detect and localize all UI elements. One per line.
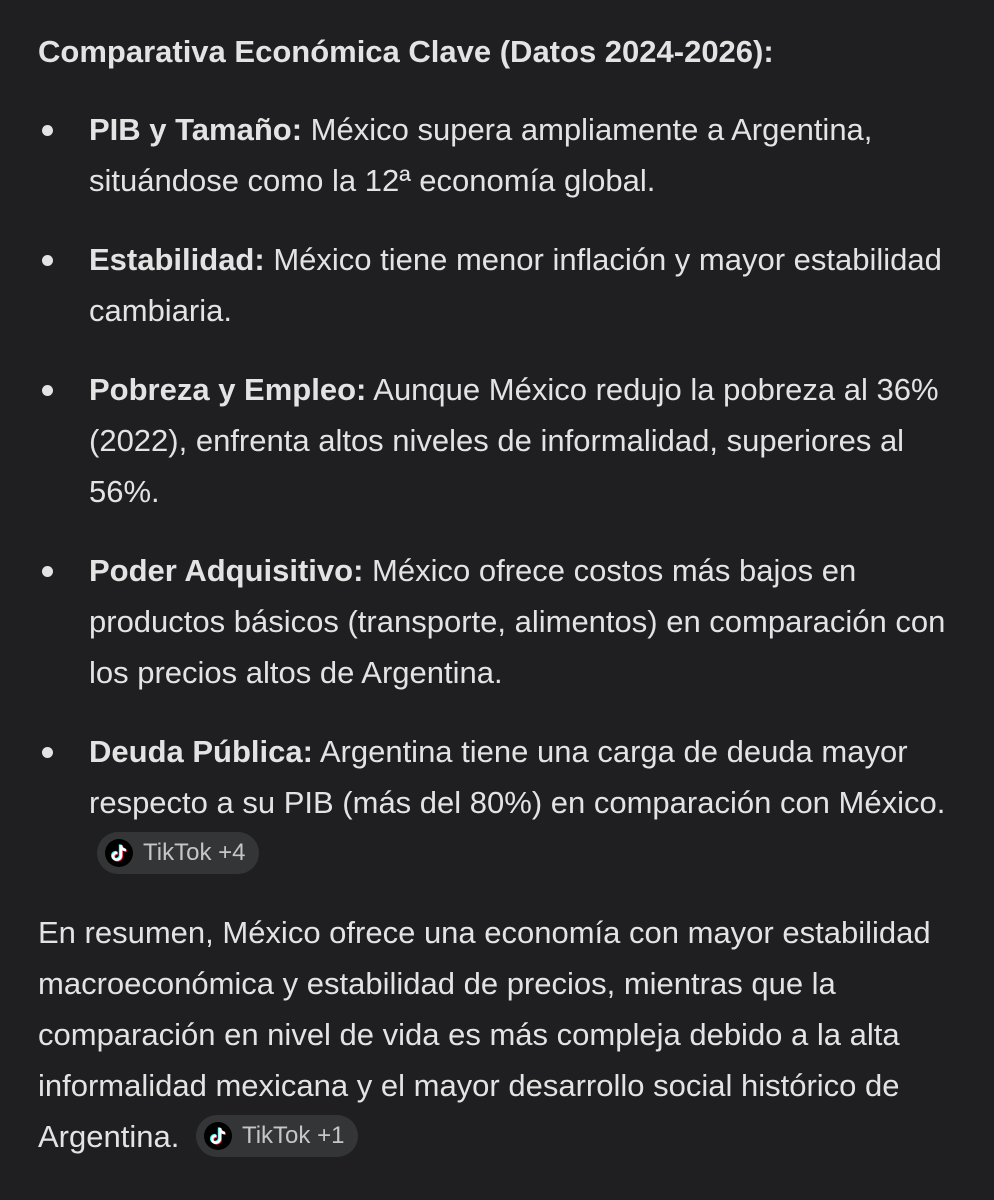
tiktok-logo-icon bbox=[204, 1122, 232, 1150]
bullet-text: México tiene menor inflación y mayor estabilidad cambiaria. bbox=[89, 242, 942, 328]
bullet-item-pib bbox=[38, 104, 954, 206]
bullet-dot bbox=[42, 566, 53, 577]
source-chip-label: TikTok +1 bbox=[241, 1121, 345, 1149]
bullet-dot bbox=[42, 385, 53, 396]
source-chip-button[interactable] bbox=[196, 1115, 358, 1157]
bullet-item-deuda bbox=[38, 726, 954, 879]
bullet-title: Poder Adquisitivo: bbox=[89, 553, 364, 588]
bullet-title: Pobreza y Empleo: bbox=[89, 372, 367, 407]
bullet-title: Deuda Pública: bbox=[89, 734, 313, 769]
bullet-item-estabilidad bbox=[38, 234, 954, 336]
tiktok-logo-icon bbox=[105, 839, 133, 867]
bullet-text: Argentina tiene una carga de deuda mayor respecto a su PIB (más del 80%) en comparación con México. bbox=[89, 734, 946, 820]
section-heading: Comparativa Económica Clave (Datos 2024-2026): bbox=[38, 34, 774, 69]
bullet-list bbox=[38, 104, 954, 879]
source-chip-button[interactable] bbox=[97, 832, 259, 874]
summary-paragraph bbox=[38, 907, 954, 1162]
bullet-dot bbox=[42, 747, 53, 758]
bullet-dot bbox=[42, 125, 53, 136]
bullet-item-pobreza bbox=[38, 364, 954, 517]
source-chip-label: TikTok +4 bbox=[143, 838, 246, 866]
bullet-item-poder-adquisitivo bbox=[38, 545, 954, 698]
bullet-text: México ofrece costos más bajos en productos básicos (transporte, alimentos) en comparación con los precios altos de Argentina. bbox=[89, 553, 946, 690]
bullet-dot bbox=[42, 255, 53, 266]
bullet-title: Estabilidad: bbox=[89, 242, 265, 277]
bullet-text: México supera ampliamente a Argentina, situándose como la 12ª economía global. bbox=[89, 112, 873, 198]
summary-text: En resumen, México ofrece una economía con mayor estabilidad macroeconómica y estabilidad de precios, mientras que la comparación en nivel de vida es más compleja debido a la alta informalidad mexicana y el mayor desarrollo social histórico de Argentina. bbox=[38, 915, 931, 1154]
bullet-text: Aunque México redujo la pobreza al 36% (2022), enfrenta altos niveles de informalidad, superiores al 56%. bbox=[89, 372, 939, 509]
bullet-title: PIB y Tamaño: bbox=[89, 112, 303, 147]
